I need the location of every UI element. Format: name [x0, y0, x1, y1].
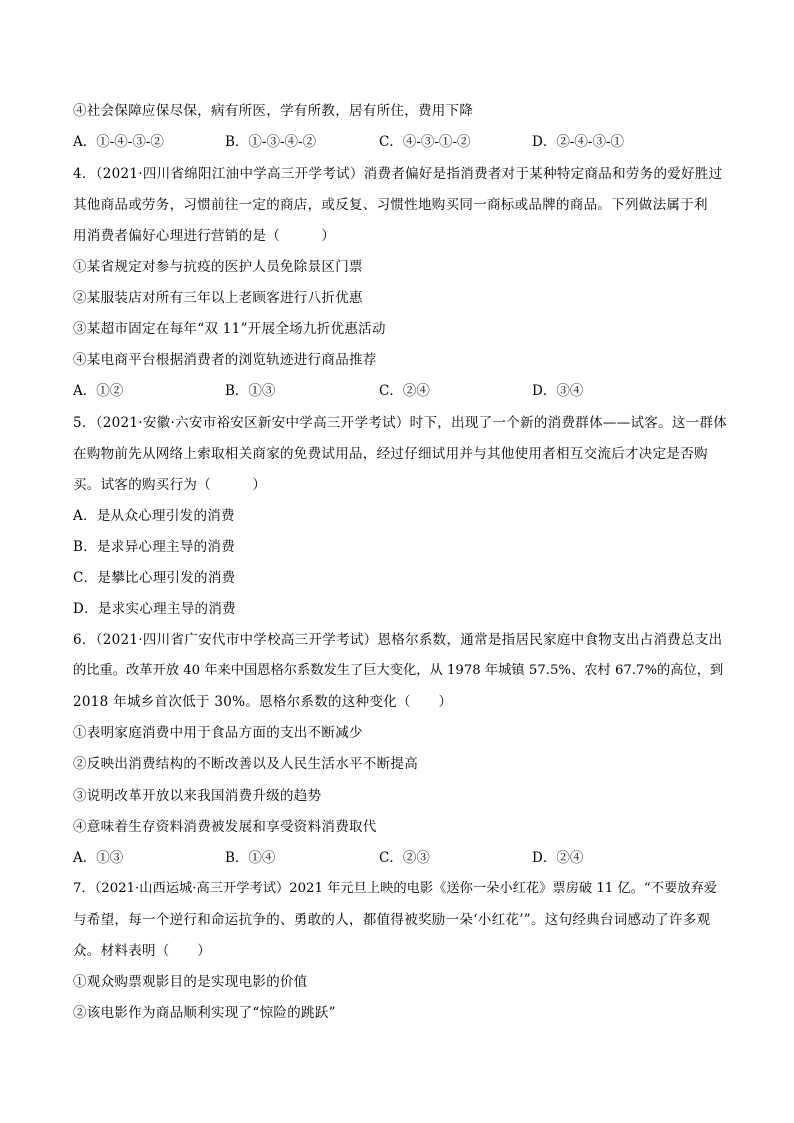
prev-options [73, 132, 733, 152]
q4-option-a[interactable]: A．①② [73, 383, 124, 399]
q6-option-a[interactable]: A．①③ [73, 850, 124, 866]
q6-statement-3: ③说明改革开放以来我国消费升级的趋势 [73, 788, 322, 804]
q4-option-d[interactable]: D．③④ [532, 383, 584, 399]
q6-statement-2: ②反映出消费结构的不断改善以及人民生活水平不断提高 [73, 756, 418, 772]
q5-stem-line-3: 买。试客的购买行为（ ） [73, 477, 267, 493]
q4-options [73, 381, 733, 401]
q6-option-c[interactable]: C．②③ [379, 850, 430, 866]
q5-option-c[interactable]: C．是攀比心理引发的消费 [73, 570, 236, 586]
q6-statement-4: ④意味着生存资料消费被发展和享受资料消费取代 [73, 819, 377, 835]
q4-option-c[interactable]: C．②④ [379, 383, 430, 399]
q6-option-d[interactable]: D．②④ [532, 850, 584, 866]
q6-option-b[interactable]: B．①④ [225, 850, 276, 866]
q6-options [73, 848, 733, 868]
q7-statement-2: ②该电影作为商品顺利实现了“惊险的跳跃” [73, 1005, 336, 1021]
q6-stem-line-3: 2018 年城乡首次低于 30%。恩格尔系数的这种变化（ ） [73, 694, 453, 710]
q7-stem-line-3: 众。材料表明（ ） [73, 943, 211, 959]
q4-stem-line-2: 其他商品或劳务，习惯前往一定的商店，或反复、习惯性地购买同一商标或品牌的商品。下列做法属于利 [73, 197, 708, 213]
prev-option-b[interactable]: B．①-③-④-② [225, 134, 317, 150]
q5-option-a[interactable]: A．是从众心理引发的消费 [73, 508, 235, 524]
q6-stem-line-1: 6．（2021·四川省广安代市中学校高三开学考试）恩格尔系数，通常是指居民家庭中食物支出占消费总支出 [73, 632, 723, 648]
prev-option-a[interactable]: A．①-④-③-② [73, 134, 164, 150]
prev-option-c[interactable]: C．④-③-①-② [379, 134, 471, 150]
q5-option-d[interactable]: D．是求实心理主导的消费 [73, 601, 236, 617]
prev-statement-4: ④社会保障应保尽保，病有所医，学有所教，居有所住，费用下降 [73, 103, 474, 119]
q4-statement-3: ③某超市固定在每年“双 11”开展全场九折优惠活动 [73, 321, 386, 337]
q6-statement-1: ①表明家庭消费中用于食品方面的支出不断减少 [73, 725, 363, 741]
q7-statement-1: ①观众购票观影目的是实现电影的价值 [73, 974, 308, 990]
q4-statement-2: ②某服装店对所有三年以上老顾客进行八折优惠 [73, 290, 363, 306]
q4-stem-line-3: 用消费者偏好心理进行营销的是（ ） [73, 228, 336, 244]
q7-stem-line-2: 与希望，每一个逆行和命运抗争的、勇敢的人，都值得被奖励一朵‘小红花’”。这句经典台词感动了许多观 [73, 912, 711, 928]
q5-stem-line-2: 在购物前先从网络上索取相关商家的免费试用品，经过仔细试用并与其他使用者相互交流后才决定是否购 [73, 446, 708, 462]
prev-option-d[interactable]: D．②-④-③-① [532, 134, 625, 150]
q4-statement-1: ①某省规定对参与抗疫的医护人员免除景区门票 [73, 259, 363, 275]
q6-stem-line-2: 的比重。改革开放 40 年来中国恩格尔系数发生了巨大变化，从 1978 年城镇 57.5%、农村 67.7%的高位，到 [73, 663, 724, 678]
q5-option-b[interactable]: B．是求异心理主导的消费 [73, 539, 236, 555]
q7-stem-line-1: 7．（2021·山西运城·高三开学考试）2021 年元旦上映的电影《送你一朵小红花》票房破 11 亿。“不要放弃爱 [73, 881, 717, 896]
q4-stem-line-1: 4．（2021·四川省绵阳江油中学高三开学考试）消费者偏好是指消费者对于某种特定商品和劳务的爱好胜过 [73, 166, 723, 182]
q5-stem-line-1: 5．（2021·安徽·六安市裕安区新安中学高三开学考试）时下，出现了一个新的消费群体——试客。这一群体 [73, 415, 728, 431]
q4-option-b[interactable]: B．①③ [225, 383, 276, 399]
q4-statement-4: ④某电商平台根据消费者的浏览轨迹进行商品推荐 [73, 352, 377, 368]
